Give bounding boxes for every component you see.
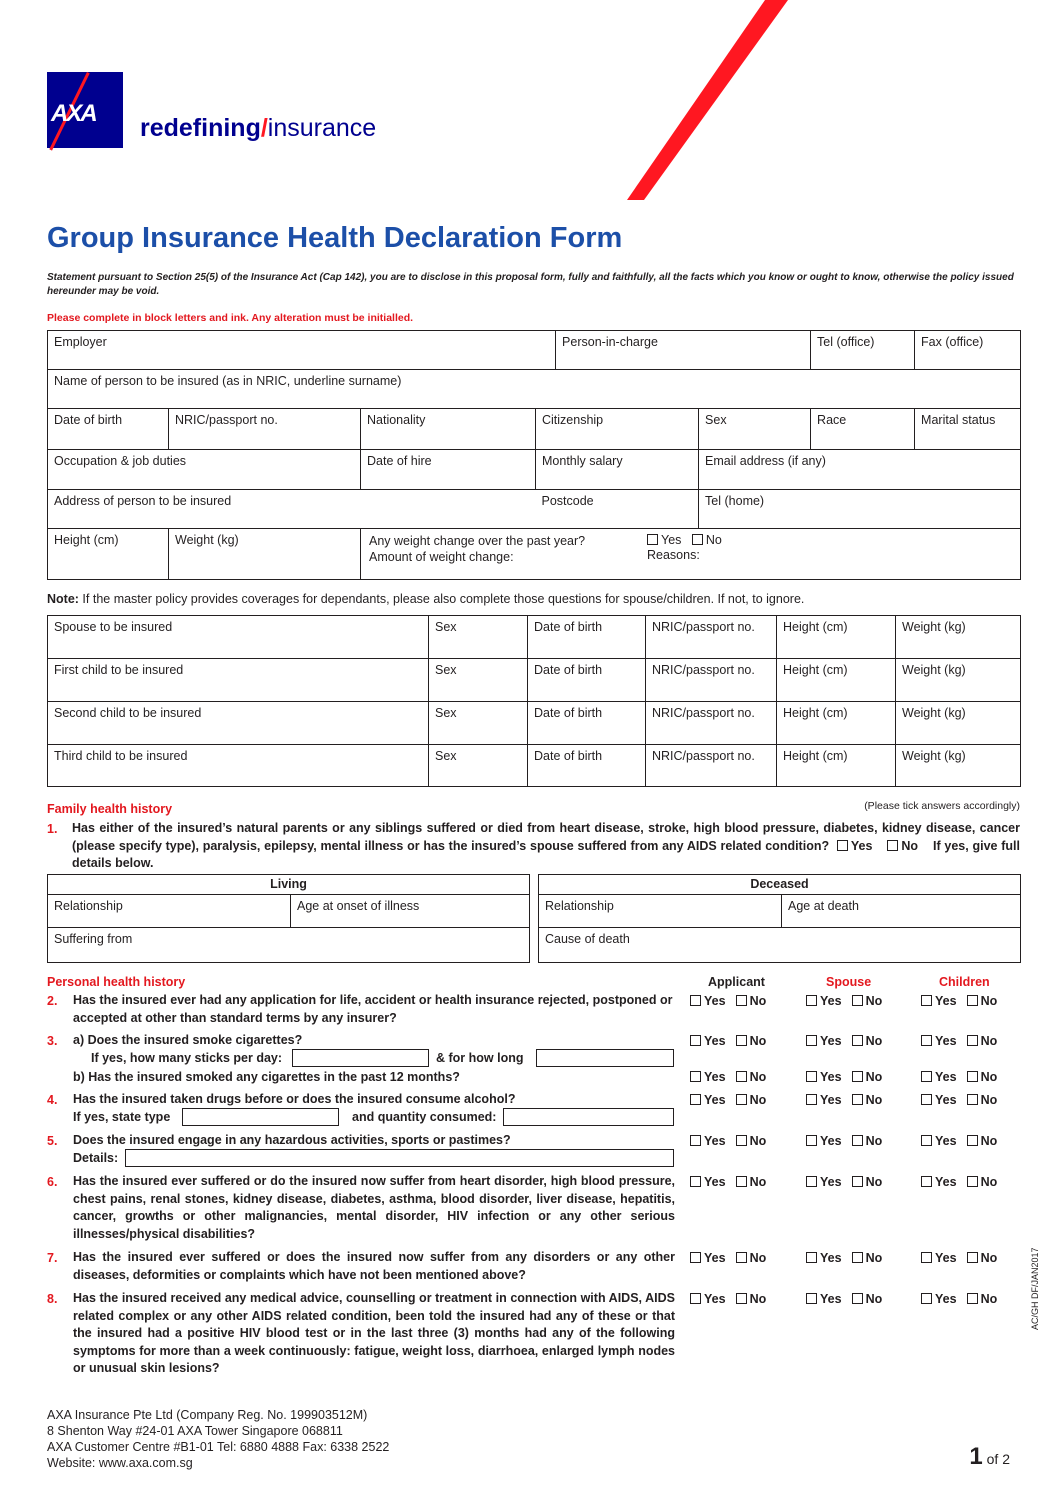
- spouse-yes-checkbox[interactable]: [806, 1252, 817, 1263]
- spouse-yes-no-group: [806, 1070, 882, 1084]
- dependant-name-field[interactable]: Spouse to be insured: [48, 616, 429, 659]
- no-label: No: [980, 1175, 998, 1189]
- weight-field[interactable]: Weight (kg): [169, 529, 361, 580]
- dependant-nric-field[interactable]: NRIC/passport no.: [646, 702, 777, 745]
- spouse-no-checkbox[interactable]: [852, 1071, 863, 1082]
- dependant-weight-field[interactable]: Weight (kg): [896, 745, 1021, 787]
- reasons-label: Reasons:: [647, 548, 700, 562]
- family-history-heading: Family health history: [47, 802, 173, 816]
- dependants-note: [47, 592, 804, 606]
- deceased-relationship-field[interactable]: Relationship: [539, 895, 782, 928]
- children-yes-checkbox[interactable]: [921, 1293, 932, 1304]
- dependant-height-field[interactable]: Height (cm): [777, 616, 896, 659]
- footer-line-1: AXA Insurance Pte Ltd (Company Reg. No. 199903512M): [47, 1408, 368, 1422]
- yes-label: Yes: [704, 1070, 726, 1084]
- spouse-yes-no-group: [806, 1093, 882, 1107]
- q7-number: 7.: [47, 1251, 58, 1265]
- q5-details-label: Details:: [73, 1151, 119, 1165]
- age-onset-field[interactable]: Age at onset of illness: [291, 895, 530, 928]
- insured-name-field[interactable]: Name of person to be insured (as in NRIC, underline surname): [48, 370, 1021, 409]
- q1-no-checkbox[interactable]: [887, 840, 898, 851]
- monthly-salary-field[interactable]: Monthly salary: [536, 450, 699, 490]
- applicant-yes-checkbox[interactable]: [690, 1094, 701, 1105]
- q4-quantity-label: and quantity consumed:: [352, 1110, 497, 1124]
- quantity-consumed-input[interactable]: [503, 1108, 674, 1126]
- personal-history-heading: Personal health history: [47, 975, 186, 989]
- spouse-yes-no-group: [806, 1292, 882, 1306]
- q1-yes-checkbox[interactable]: [837, 840, 848, 851]
- tagline-rest: insurance: [267, 114, 377, 142]
- no-label: No: [980, 1034, 998, 1048]
- sex-field[interactable]: Sex: [699, 409, 811, 450]
- yes-label: Yes: [820, 1134, 842, 1148]
- spouse-yes-checkbox[interactable]: [806, 1071, 817, 1082]
- children-yes-no-group: [921, 994, 997, 1008]
- applicant-yes-no-group: [690, 1070, 766, 1084]
- q1-number: 1.: [47, 822, 58, 836]
- children-no-checkbox[interactable]: [967, 1094, 978, 1105]
- dependant-height-field[interactable]: Height (cm): [777, 702, 896, 745]
- dob-field[interactable]: Date of birth: [48, 409, 169, 450]
- document-code: AC/GH DF/JAN2017: [1030, 1247, 1040, 1330]
- children-yes-no-group: [921, 1175, 997, 1189]
- spouse-yes-checkbox[interactable]: [806, 1293, 817, 1304]
- no-label: No: [865, 1070, 883, 1084]
- living-table: [47, 874, 530, 963]
- spouse-no-checkbox[interactable]: [852, 1252, 863, 1263]
- applicant-yes-checkbox[interactable]: [690, 1071, 701, 1082]
- yes-label: Yes: [704, 1251, 726, 1265]
- yes-label: Yes: [704, 1175, 726, 1189]
- no-label: No: [865, 1175, 883, 1189]
- no-label: No: [865, 1034, 883, 1048]
- q3-number: 3.: [47, 1034, 58, 1048]
- no-label: No: [749, 1175, 767, 1189]
- company-footer: [47, 1407, 389, 1471]
- no-label: No: [749, 1093, 767, 1107]
- cause-of-death-field[interactable]: Cause of death: [539, 928, 1021, 963]
- yes-label: Yes: [820, 1093, 842, 1107]
- suffering-from-field[interactable]: Suffering from: [48, 928, 530, 963]
- yes-label: Yes: [935, 1251, 957, 1265]
- applicant-yes-no-group: [690, 1134, 766, 1148]
- spouse-no-checkbox[interactable]: [852, 995, 863, 1006]
- sticks-per-day-input[interactable]: [292, 1049, 429, 1067]
- living-heading: Living: [48, 875, 530, 895]
- applicant-yes-no-group: [690, 994, 766, 1008]
- q4-text: Has the insured taken drugs before or does the insured consume alcohol?: [73, 1092, 516, 1106]
- dependant-name-field[interactable]: Second child to be insured: [48, 702, 429, 745]
- spouse-no-checkbox[interactable]: [852, 1094, 863, 1105]
- dependant-name-field[interactable]: Third child to be insured: [48, 745, 429, 787]
- q1-tail: If yes, give full details below.: [72, 838, 1020, 870]
- children-no-checkbox[interactable]: [967, 1293, 978, 1304]
- q8-text: Has the insured received any medical advice, counselling or treatment in connection with AIDS, AIDS related complex or any other AIDS related condition, been told the insured had any of these or that the insured had a positive HIV blood test or in the last three (3) months had any of the following symptoms for more than a week continuously: fatigue, weight loss, diarrhoea, enlarged lymph nodes or unusual skin lesions?: [73, 1291, 675, 1375]
- children-no-checkbox[interactable]: [967, 1135, 978, 1146]
- yes-label: Yes: [704, 1292, 726, 1306]
- weight-change-yes-checkbox[interactable]: [647, 534, 658, 545]
- children-yes-no-group: [921, 1292, 997, 1306]
- dependant-sex-field[interactable]: Sex: [429, 616, 528, 659]
- weight-change-question: Any weight change over the past year?: [369, 534, 586, 548]
- children-yes-checkbox[interactable]: [921, 1176, 932, 1187]
- no-label: No: [980, 1292, 998, 1306]
- yes-label: Yes: [935, 1134, 957, 1148]
- applicant-yes-no-group: [690, 1034, 766, 1048]
- person-in-charge-field[interactable]: Person-in-charge: [556, 331, 811, 370]
- dependant-sex-field[interactable]: Sex: [429, 745, 528, 787]
- children-yes-checkbox[interactable]: [921, 1071, 932, 1082]
- children-no-checkbox[interactable]: [967, 1035, 978, 1046]
- weight-change-options: [647, 533, 722, 547]
- deceased-table: [538, 874, 1021, 963]
- insured-details-table: [47, 330, 1021, 580]
- applicant-yes-no-group: [690, 1093, 766, 1107]
- nationality-field[interactable]: Nationality: [361, 409, 536, 450]
- children-yes-checkbox[interactable]: [921, 1035, 932, 1046]
- weight-change-no-checkbox[interactable]: [692, 534, 703, 545]
- no-label: No: [705, 533, 722, 547]
- yes-label: Yes: [820, 1175, 842, 1189]
- tick-note: (Please tick answers accordingly): [864, 800, 1020, 812]
- q4-number: 4.: [47, 1093, 58, 1107]
- living-relationship-field[interactable]: Relationship: [48, 895, 291, 928]
- spouse-yes-no-group: [806, 1251, 882, 1265]
- q3a-text: a) Does the insured smoke cigarettes?: [73, 1033, 303, 1047]
- applicant-no-checkbox[interactable]: [736, 1035, 747, 1046]
- q2-text: Has the insured ever had any application for life, accident or health insurance rejected, postponed or accepted at other than standard terms by any insurer?: [73, 993, 673, 1025]
- applicant-no-checkbox[interactable]: [736, 1135, 747, 1146]
- children-no-checkbox[interactable]: [967, 1071, 978, 1082]
- weight-change-cell: [361, 529, 1021, 580]
- dependant-nric-field[interactable]: NRIC/passport no.: [646, 745, 777, 787]
- page-current: 1: [969, 1443, 983, 1470]
- q1-question: Has either of the insured’s natural parents or any siblings suffered or died from heart disease, stroke, high blood pressure, diabetes, kidney disease, cancer (please specify type), paralysis, epilepsy, mental illness or has the insured’s spouse suffered from any AIDS related condition?: [72, 821, 1020, 853]
- q5-number: 5.: [47, 1134, 58, 1148]
- applicant-yes-no-group: [690, 1251, 766, 1265]
- q4-type-label: If yes, state type: [73, 1110, 171, 1124]
- fax-office-field[interactable]: Fax (office): [915, 331, 1021, 370]
- no-label: No: [749, 1070, 767, 1084]
- tel-office-field[interactable]: Tel (office): [811, 331, 915, 370]
- no-label: No: [980, 1093, 998, 1107]
- yes-label: Yes: [820, 1034, 842, 1048]
- no-label: No: [749, 1134, 767, 1148]
- yes-label: Yes: [935, 1093, 957, 1107]
- spouse-no-checkbox[interactable]: [852, 1293, 863, 1304]
- employer-field[interactable]: Employer: [48, 331, 556, 370]
- race-field[interactable]: Race: [811, 409, 915, 450]
- amount-change-label: Amount of weight change:: [369, 550, 514, 564]
- dependant-dob-field[interactable]: Date of birth: [528, 745, 646, 787]
- yes-label: Yes: [820, 1251, 842, 1265]
- citizenship-field[interactable]: Citizenship: [536, 409, 699, 450]
- children-yes-no-group: [921, 1034, 997, 1048]
- dependant-dob-field[interactable]: Date of birth: [528, 616, 646, 659]
- tagline: [140, 114, 376, 143]
- yes-label: Yes: [704, 994, 726, 1008]
- yes-label: Yes: [704, 1034, 726, 1048]
- spouse-yes-no-group: [806, 994, 882, 1008]
- applicant-no-checkbox[interactable]: [736, 1071, 747, 1082]
- dependant-height-field[interactable]: Height (cm): [777, 659, 896, 702]
- q2-number: 2.: [47, 994, 58, 1008]
- deceased-heading: Deceased: [539, 875, 1021, 895]
- spouse-yes-checkbox[interactable]: [806, 995, 817, 1006]
- dependant-dob-field[interactable]: Date of birth: [528, 659, 646, 702]
- spouse-column-header: Spouse: [826, 975, 872, 989]
- applicant-no-checkbox[interactable]: [736, 1252, 747, 1263]
- yes-label: Yes: [935, 1070, 957, 1084]
- applicant-no-checkbox[interactable]: [736, 1094, 747, 1105]
- nric-field[interactable]: NRIC/passport no.: [169, 409, 361, 450]
- applicant-column-header: Applicant: [708, 975, 765, 989]
- q7-text: Has the insured ever suffered or does the insured now suffer from any disorders or any other diseases, deformities or complaints which have not been mentioned above?: [73, 1250, 675, 1282]
- footer-line-3: AXA Customer Centre #B1-01 Tel: 6880 4888 Fax: 6338 2522: [47, 1440, 390, 1454]
- tel-home-field[interactable]: Tel (home): [699, 490, 1021, 529]
- children-no-checkbox[interactable]: [967, 1252, 978, 1263]
- applicant-no-checkbox[interactable]: [736, 1293, 747, 1304]
- yes-label: Yes: [661, 533, 682, 547]
- children-yes-checkbox[interactable]: [921, 1094, 932, 1105]
- yes-label: Yes: [704, 1093, 726, 1107]
- children-yes-no-group: [921, 1251, 997, 1265]
- marital-status-field[interactable]: Marital status: [915, 409, 1021, 450]
- height-field[interactable]: Height (cm): [48, 529, 169, 580]
- applicant-yes-no-group: [690, 1292, 766, 1306]
- page-number: [969, 1443, 1010, 1471]
- dependant-dob-field[interactable]: Date of birth: [528, 702, 646, 745]
- children-yes-no-group: [921, 1134, 997, 1148]
- dependant-sex-field[interactable]: Sex: [429, 659, 528, 702]
- yes-label: Yes: [820, 994, 842, 1008]
- children-no-checkbox[interactable]: [967, 995, 978, 1006]
- tagline-bold: redefining: [140, 114, 261, 142]
- dependant-weight-field[interactable]: Weight (kg): [896, 702, 1021, 745]
- statement: Statement pursuant to Section 25(5) of the Insurance Act (Cap 142), you are to disclose in this proposal form, fully and faithfully, all the facts which you know or ought to know, otherwise the policy issued hereunder may be void.: [47, 272, 1014, 297]
- age-at-death-field[interactable]: Age at death: [782, 895, 1021, 928]
- spouse-no-checkbox[interactable]: [852, 1035, 863, 1046]
- instruction-note: Please complete in block letters and ink. Any alteration must be initialled.: [47, 312, 414, 324]
- dependant-sex-field[interactable]: Sex: [429, 702, 528, 745]
- no-label: No: [865, 1292, 883, 1306]
- dependant-weight-field[interactable]: Weight (kg): [896, 659, 1021, 702]
- no-label: No: [980, 1070, 998, 1084]
- date-of-hire-field[interactable]: Date of hire: [361, 450, 536, 490]
- children-yes-no-group: [921, 1093, 997, 1107]
- spouse-yes-no-group: [806, 1134, 882, 1148]
- no-label: No: [865, 1093, 883, 1107]
- applicant-no-checkbox[interactable]: [736, 995, 747, 1006]
- spouse-no-checkbox[interactable]: [852, 1176, 863, 1187]
- spouse-yes-checkbox[interactable]: [806, 1035, 817, 1046]
- applicant-no-checkbox[interactable]: [736, 1176, 747, 1187]
- yes-label: Yes: [820, 1292, 842, 1306]
- occupation-field[interactable]: Occupation & job duties: [48, 450, 361, 490]
- children-yes-checkbox[interactable]: [921, 1135, 932, 1146]
- yes-label: Yes: [935, 1034, 957, 1048]
- q6-text: Has the insured ever suffered or do the insured now suffer from heart disorder, high blood pressure, chest pains, renal stones, kidney disease, diabetes, asthma, blood disorder, liver disease, hepatitis, cancer, growths or other malignancies, mental disorder, HIV infection or any other serious illnesses/physical disabilities?: [73, 1174, 675, 1241]
- hazardous-details-input[interactable]: [125, 1149, 674, 1167]
- applicant-yes-no-group: [690, 1175, 766, 1189]
- no-label: No: [749, 1251, 767, 1265]
- spouse-yes-no-group: [806, 1175, 882, 1189]
- q1-text: [72, 820, 1020, 873]
- children-no-checkbox[interactable]: [967, 1176, 978, 1187]
- note-text: If the master policy provides coverages for dependants, please also complete those questions for spouse/children. If not, to ignore.: [78, 592, 805, 606]
- applicant-yes-checkbox[interactable]: [690, 1135, 701, 1146]
- dependants-table: [47, 615, 1021, 787]
- dependant-height-field[interactable]: Height (cm): [777, 745, 896, 787]
- spouse-yes-no-group: [806, 1034, 882, 1048]
- q1-yes-label: Yes: [850, 838, 873, 853]
- q3a-sticks-label: If yes, how many sticks per day:: [91, 1051, 283, 1065]
- yes-label: Yes: [935, 1175, 957, 1189]
- q1-no-label: No: [901, 838, 919, 853]
- yes-label: Yes: [704, 1134, 726, 1148]
- note-label: Note:: [47, 592, 79, 606]
- no-label: No: [749, 1034, 767, 1048]
- children-yes-no-group: [921, 1070, 997, 1084]
- no-label: No: [865, 994, 883, 1008]
- q5-text: Does the insured engage in any hazardous activities, sports or pastimes?: [73, 1133, 511, 1147]
- tagline-slash: /: [260, 114, 268, 142]
- spouse-yes-checkbox[interactable]: [806, 1176, 817, 1187]
- no-label: No: [865, 1134, 883, 1148]
- red-diagonal-stripe: [620, 0, 790, 205]
- applicant-yes-checkbox[interactable]: [690, 1293, 701, 1304]
- drug-type-input[interactable]: [182, 1108, 339, 1126]
- dependant-nric-field[interactable]: NRIC/passport no.: [646, 616, 777, 659]
- dependant-name-field[interactable]: First child to be insured: [48, 659, 429, 702]
- yes-label: Yes: [935, 1292, 957, 1306]
- dependant-nric-field[interactable]: NRIC/passport no.: [646, 659, 777, 702]
- axa-logo: [47, 72, 123, 148]
- form-title: Group Insurance Health Declaration Form: [47, 222, 623, 254]
- children-yes-checkbox[interactable]: [921, 995, 932, 1006]
- no-label: No: [749, 1292, 767, 1306]
- applicant-yes-checkbox[interactable]: [690, 1176, 701, 1187]
- no-label: No: [980, 1134, 998, 1148]
- logo-text: AXA: [51, 100, 96, 127]
- no-label: No: [980, 1251, 998, 1265]
- q8-number: 8.: [47, 1292, 58, 1306]
- applicant-yes-checkbox[interactable]: [690, 1035, 701, 1046]
- footer-line-2: 8 Shenton Way #24-01 AXA Tower Singapore 068811: [47, 1424, 343, 1438]
- email-field[interactable]: Email address (if any): [699, 450, 1021, 490]
- children-yes-checkbox[interactable]: [921, 1252, 932, 1263]
- postcode-field[interactable]: Postcode: [536, 490, 699, 529]
- spouse-yes-checkbox[interactable]: [806, 1135, 817, 1146]
- spouse-yes-checkbox[interactable]: [806, 1094, 817, 1105]
- applicant-yes-checkbox[interactable]: [690, 995, 701, 1006]
- children-column-header: Children: [939, 975, 990, 989]
- q3a-how-long-label: & for how long: [436, 1051, 524, 1065]
- no-label: No: [865, 1251, 883, 1265]
- yes-label: Yes: [935, 994, 957, 1008]
- q6-number: 6.: [47, 1175, 58, 1189]
- dependant-weight-field[interactable]: Weight (kg): [896, 616, 1021, 659]
- no-label: No: [749, 994, 767, 1008]
- yes-label: Yes: [820, 1070, 842, 1084]
- smoking-duration-input[interactable]: [536, 1049, 674, 1067]
- footer-line-4: Website: www.axa.com.sg: [47, 1456, 193, 1470]
- applicant-yes-checkbox[interactable]: [690, 1252, 701, 1263]
- no-label: No: [980, 994, 998, 1008]
- page-total: of 2: [982, 1451, 1010, 1467]
- spouse-no-checkbox[interactable]: [852, 1135, 863, 1146]
- q3b-text: b) Has the insured smoked any cigarettes in the past 12 months?: [73, 1070, 460, 1084]
- address-field[interactable]: Address of person to be insured: [48, 490, 536, 529]
